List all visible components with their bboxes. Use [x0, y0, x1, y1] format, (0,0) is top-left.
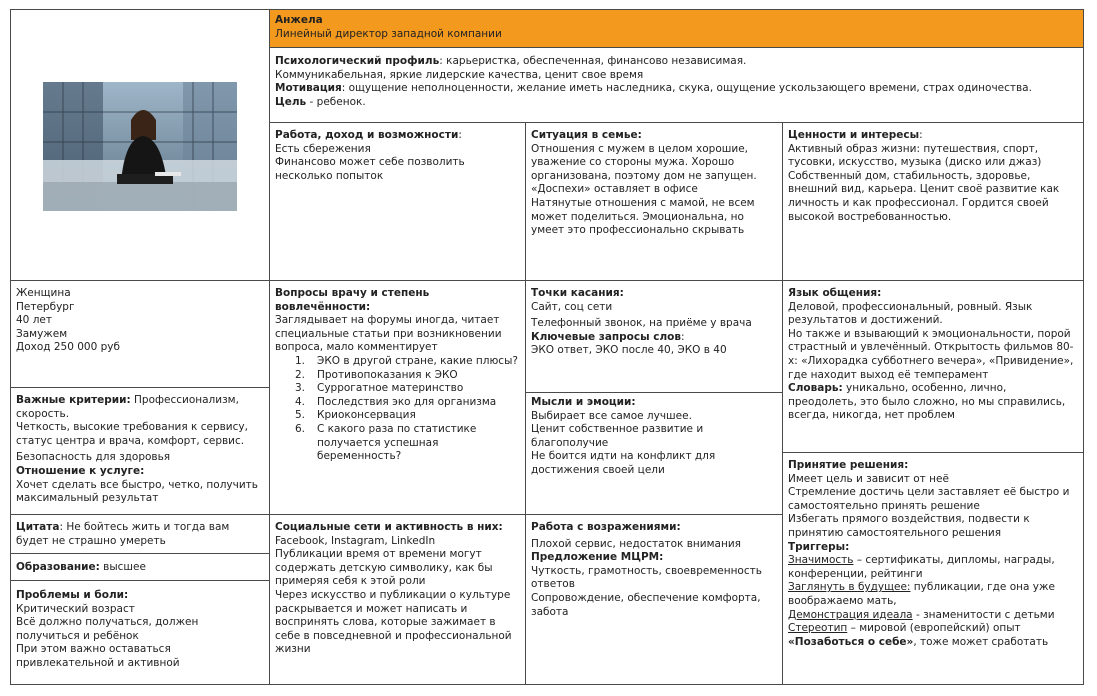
demographics-cell: [11, 283, 270, 387]
table-border: [10, 9, 11, 685]
table-border: [782, 452, 1084, 453]
offer-label: Предложение МЦРМ:: [531, 551, 664, 564]
psych-profile-text2: Коммуникабельная, яркие лидерские качества, ценит свое время: [275, 68, 644, 81]
doctor-questions-list: [275, 355, 521, 464]
list-text: С какого раза по статистике получается успешная беременность?: [317, 422, 477, 463]
woman-in-office-photo: [43, 82, 237, 211]
touchpoints-line: Сайт, соц сети: [531, 300, 613, 313]
table-border: [10, 684, 1084, 685]
family-situation-label: Ситуация в семье:: [531, 129, 642, 141]
education-text: высшее: [99, 561, 146, 573]
language-cell: [783, 283, 1083, 452]
thoughts-line: Ценит собственное развитие и благополучие: [531, 423, 704, 449]
keywords-label: Ключевые запросы слов: [531, 330, 682, 343]
work-line: Финансово может себе позволить несколько попыток: [275, 156, 465, 182]
attitude-colon: :: [140, 464, 145, 477]
list-number: 3.: [295, 382, 306, 395]
touchpoints-cell: [526, 283, 783, 392]
problems-line: Критический возраст: [16, 602, 135, 615]
triggers-label: Триггеры: [788, 540, 846, 553]
list-text: ЭКО в другой стране, какие плюсы?: [317, 354, 518, 367]
psych-profile-label: Психологический профиль: [275, 55, 440, 67]
keywords-colon: :: [681, 330, 685, 343]
values-line: Активный образ жизни: путешествия, спорт, тусовки, искусство, музыка (диско или джаз): [788, 142, 1042, 169]
psych-profile-cell: [270, 50, 1083, 122]
decision-cell: [783, 455, 1083, 683]
work-income-colon: :: [458, 129, 462, 141]
values-line: Собственный дом, стабильность, здоровье, внешний вид, карьера. Ценит своё развитие как личность и как профессионал. Гордится своей высокой востребованностью.: [788, 169, 1060, 223]
trigger-text: – сертификаты, дипломы, награды, конференции, рейтинги: [788, 554, 1055, 580]
psych-profile-text: : карьеристка, обеспеченная, финансово независимая.: [439, 55, 747, 67]
doctor-questions-label: Вопросы врачу и степень вовлечённости:: [275, 287, 430, 313]
language-line: Деловой, профессиональный, ровный. Язык результатов и достижений.: [788, 300, 1033, 327]
criteria-text: Профессионализм, скорость.: [16, 394, 239, 420]
quote-label: Цитата: [16, 521, 60, 533]
keywords-text: ЭКО ответ, ЭКО после 40, ЭКО в 40: [531, 344, 727, 357]
list-item: [275, 355, 521, 369]
trigger-text: публикации, где она уже воображаемо мать,: [788, 581, 1055, 607]
trigger-text: - знаменитости с детьми: [912, 608, 1055, 621]
demographics-marital: Замужем: [16, 327, 68, 340]
social-line: Через искусство и публикации о культуре раскрывается и может написать и воспринять слова, которые зажимает в себе в повседневной и профессиональной жизни: [275, 588, 512, 656]
trigger-quote-open: «: [788, 635, 795, 648]
list-number: 1.: [295, 354, 306, 367]
objections-label: Работа с возражениями:: [531, 521, 681, 533]
persona-header: [270, 10, 1083, 47]
touchpoints-line: Телефонный звонок, на приёме у врача: [531, 317, 752, 330]
demographics-age: 40 лет: [16, 314, 52, 327]
table-border: [10, 553, 270, 554]
table-border: [1083, 9, 1084, 685]
list-item: [275, 423, 521, 464]
trigger-name: Демонстрация идеала: [788, 608, 913, 621]
demographics-income: Доход 250 000 руб: [16, 341, 120, 354]
persona-name: Анжела: [275, 14, 323, 26]
education-label: Образование:: [16, 561, 100, 573]
trigger-text: – мировой (европейский) опыт: [847, 622, 1021, 635]
offer-line: Сопровождение, обеспечение комфорта, забота: [531, 591, 761, 618]
table-border: [782, 122, 783, 685]
criteria-label: Важные критерии:: [16, 394, 131, 406]
social-cell: [270, 517, 526, 683]
language-line: Но также и взывающий к эмоциональности, порой страстный и увлечённый. Открытость фильмов 80-х: «Лихорадка субботнего вечера», «Привидение», где находит выход её темперамент: [788, 327, 1074, 381]
table-border: [525, 122, 526, 685]
triggers-colon: :: [845, 540, 850, 553]
decision-line: Избегать прямого воздействия, подвести к принятию самостоятельного решения: [788, 513, 1030, 539]
criteria-line: Безопасность для здоровья: [16, 451, 171, 464]
vocab-text: уникально, особенно, лично, преодолеть, это было сложно, но мы справились, всегда, никогда, нет проблем: [788, 382, 1066, 422]
quote-text: : Не бойтесь жить и тогда вам будет не страшно умереть: [16, 521, 230, 547]
list-number: 2.: [295, 368, 306, 381]
thoughts-label: Мысли и эмоции:: [531, 396, 636, 408]
thoughts-line: Не боится идти на конфликт для достижения своей цели: [531, 450, 716, 476]
table-border: [10, 580, 270, 581]
problems-label: Проблемы и боли:: [16, 589, 129, 601]
attitude-label: Отношение к услуге: [16, 464, 141, 477]
list-item: [275, 369, 521, 383]
photo-illustration: [43, 82, 237, 211]
table-border: [10, 280, 1084, 281]
thoughts-line: Выбирает все самое лучшее.: [531, 409, 692, 422]
list-text: Последствия эко для организма: [317, 395, 497, 408]
list-item: [275, 409, 521, 423]
demographics-gender: Женщина: [16, 287, 71, 299]
social-networks: Facebook, Instagram, LinkedIn: [275, 534, 436, 547]
thoughts-cell: [526, 392, 783, 514]
language-label: Язык общения:: [788, 287, 882, 299]
table-border: [10, 9, 1084, 10]
goal-label: Цель: [275, 95, 307, 108]
table-border: [269, 122, 1084, 123]
demographics-city: Петербург: [16, 300, 75, 313]
values-interests-colon: :: [919, 129, 923, 141]
trigger-name: Заглянуть в будущее:: [788, 581, 911, 594]
motivation-text: : ощущение неполноценности, желание иметь наследника, скука, ощущение ускользающего времени, страх одиночества.: [341, 82, 1032, 95]
list-text: Противопоказания к ЭКО: [317, 368, 458, 381]
work-income-label: Работа, доход и возможности: [275, 129, 459, 141]
offer-line: Чуткость, грамотность, своевременность ответов: [531, 564, 762, 591]
family-situation-cell: [526, 125, 783, 280]
quote-cell: [11, 517, 270, 553]
list-text: Суррогатное материнство: [317, 382, 464, 395]
goal-text: - ребенок.: [306, 95, 366, 108]
doctor-questions-intro: Заглядывает на форумы иногда, читает специальные статьи при возникновении вопроса, мало комментирует: [275, 314, 502, 354]
attitude-text: Хочет сделать все быстро, четко, получить максимальный результат: [16, 478, 258, 505]
list-number: 6.: [295, 422, 306, 435]
education-cell: [11, 556, 270, 580]
table-border: [269, 47, 1084, 48]
problems-cell: [11, 583, 270, 683]
trigger-name: Значимость: [788, 554, 854, 567]
list-item: [275, 382, 521, 396]
trigger-name: Стереотип: [788, 622, 848, 635]
work-income-cell: [270, 125, 526, 280]
decision-label: Принятие решения:: [788, 459, 909, 471]
touchpoints-label: Точки касания:: [531, 287, 624, 299]
family-line: Отношения с мужем в целом хорошие, уважение со стороны мужа. Хорошо организована, поэтому дом не запущен. «Доспехи» оставляет в офисе: [531, 142, 757, 196]
list-number: 5.: [295, 409, 306, 422]
table-border: [269, 9, 270, 685]
decision-line: Стремление достичь цели заставляет её быстро и самостоятельно принять решение: [788, 486, 1070, 512]
social-line: Публикации время от времени могут содержать детскую символику, как бы примеряя себя к этой роли: [275, 548, 493, 588]
criteria-cell: [11, 390, 270, 514]
family-line: Натянутые отношения с мамой, не всем может поделиться. Эмоциональна, но умеет это профессионально скрывать: [531, 196, 755, 237]
trigger-text: , тоже может сработать: [913, 635, 1049, 648]
problems-line: При этом важно оставаться привлекательной и активной: [16, 643, 180, 669]
objections-text: Плохой сервис, недостаток внимания: [531, 537, 741, 550]
table-border: [525, 392, 783, 393]
social-label: Социальные сети и активность в них:: [275, 521, 503, 533]
vocab-label: Словарь:: [788, 382, 843, 395]
objections-cell: [526, 517, 783, 683]
decision-line: Имеет цель и зависит от неё: [788, 472, 949, 485]
criteria-line: Четкость, высокие требования к сервису, статус центра и врача, комфорт, сервис.: [16, 421, 248, 447]
table-border: [269, 514, 783, 515]
list-item: [275, 396, 521, 410]
table-border: [10, 387, 270, 388]
table-border: [10, 514, 270, 515]
values-interests-cell: [783, 125, 1083, 280]
persona-job-title: Линейный директор западной компании: [275, 27, 502, 40]
list-number: 4.: [295, 395, 306, 408]
work-line: Есть сбережения: [275, 142, 371, 155]
motivation-label: Мотивация: [275, 82, 342, 95]
problems-line: Всё должно получаться, должен получиться и ребёнок: [16, 616, 199, 642]
doctor-questions-cell: [270, 283, 526, 514]
values-interests-label: Ценности и интересы: [788, 129, 920, 141]
trigger-name-bold: Позаботься о себе»: [794, 635, 914, 648]
list-text: Криоконсервация: [317, 409, 416, 422]
